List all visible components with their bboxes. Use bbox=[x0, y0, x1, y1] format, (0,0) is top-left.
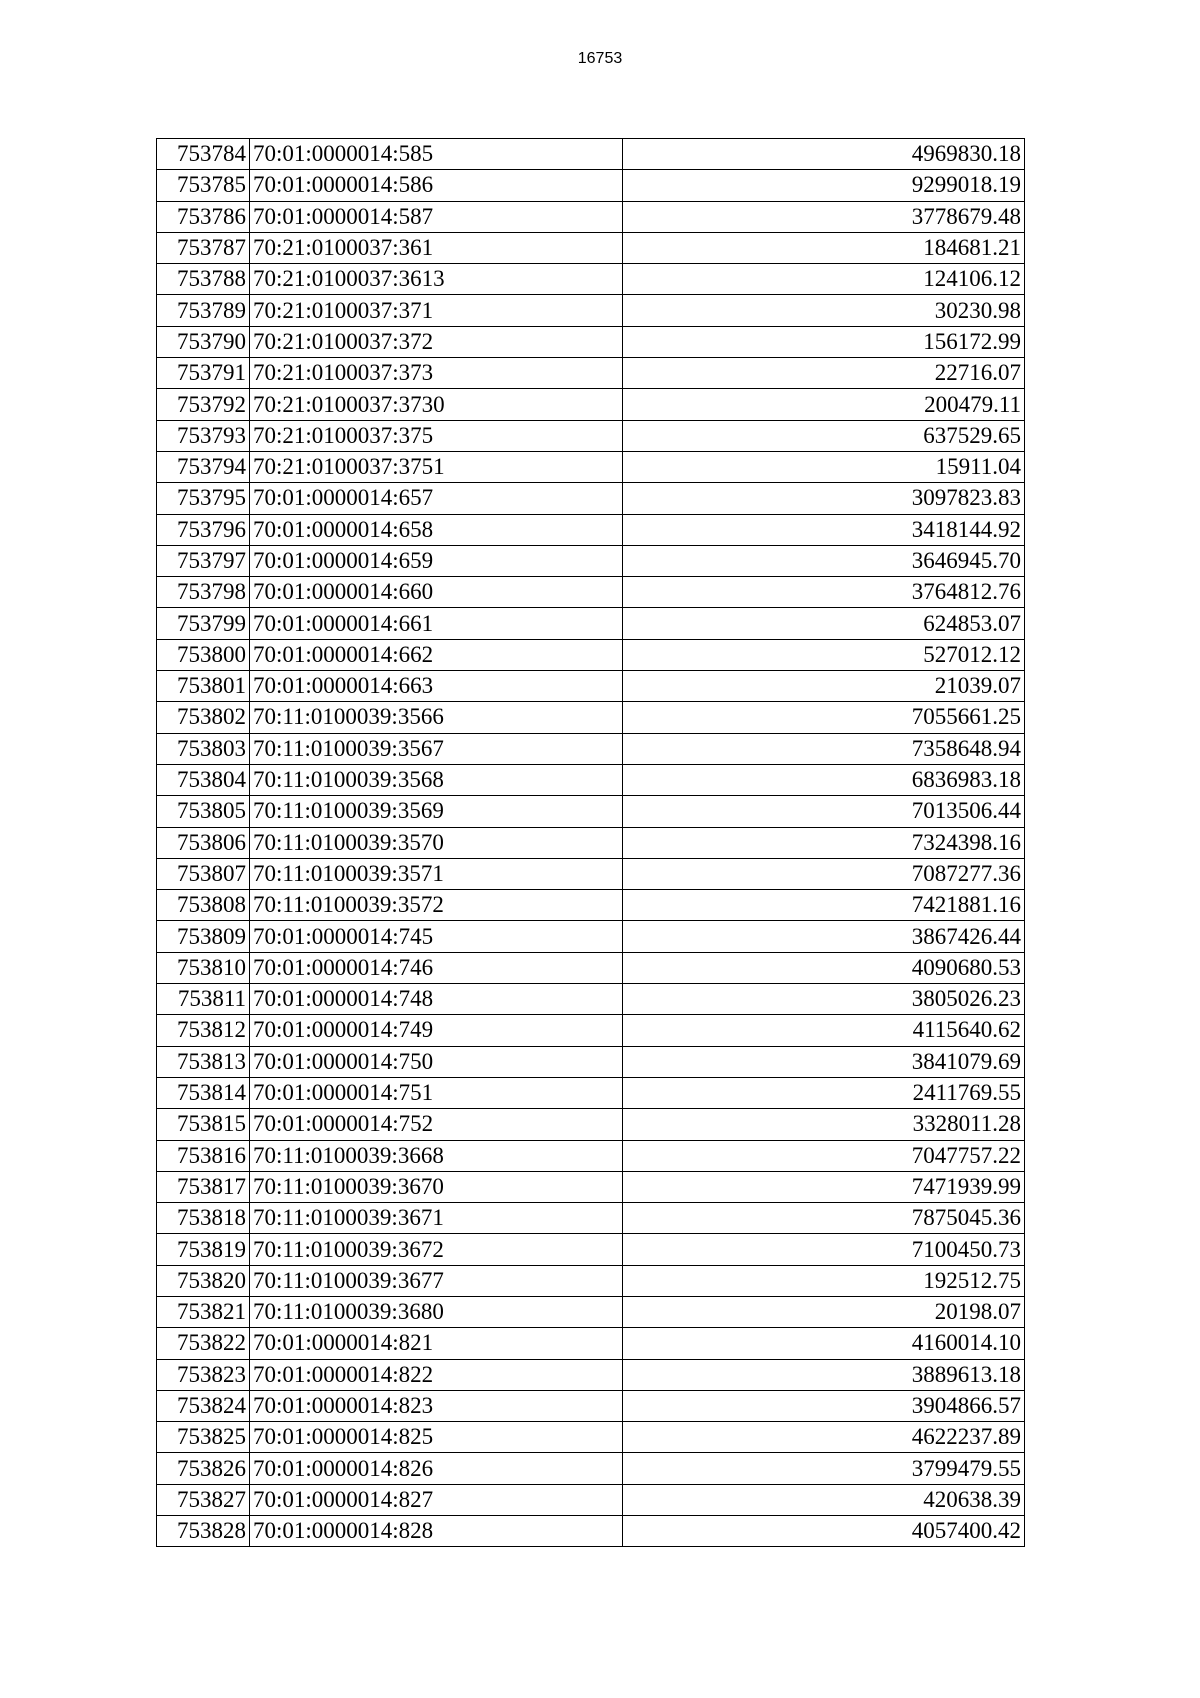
cadastral-value: 3799479.55 bbox=[623, 1453, 1025, 1484]
cadastral-value: 7047757.22 bbox=[623, 1140, 1025, 1171]
row-number: 753786 bbox=[157, 201, 250, 232]
cadastral-value: 4622237.89 bbox=[623, 1422, 1025, 1453]
cadastral-value: 420638.39 bbox=[623, 1484, 1025, 1515]
row-number: 753817 bbox=[157, 1171, 250, 1202]
cadastral-number: 70:11:0100039:3571 bbox=[250, 858, 623, 889]
cadastral-value: 7358648.94 bbox=[623, 733, 1025, 764]
row-number: 753789 bbox=[157, 295, 250, 326]
table-row bbox=[157, 984, 1025, 1015]
cadastral-value: 192512.75 bbox=[623, 1265, 1025, 1296]
cadastral-number: 70:01:0000014:822 bbox=[250, 1359, 623, 1390]
row-number: 753799 bbox=[157, 608, 250, 639]
table-row bbox=[157, 420, 1025, 451]
cadastral-value: 7055661.25 bbox=[623, 702, 1025, 733]
cadastral-number: 70:01:0000014:659 bbox=[250, 545, 623, 576]
cadastral-number: 70:01:0000014:752 bbox=[250, 1109, 623, 1140]
row-number: 753792 bbox=[157, 389, 250, 420]
row-number: 753825 bbox=[157, 1422, 250, 1453]
table-row bbox=[157, 139, 1025, 170]
cadastral-value: 624853.07 bbox=[623, 608, 1025, 639]
cadastral-number: 70:01:0000014:657 bbox=[250, 483, 623, 514]
cadastral-value: 3841079.69 bbox=[623, 1046, 1025, 1077]
row-number: 753824 bbox=[157, 1390, 250, 1421]
cadastral-number: 70:11:0100039:3680 bbox=[250, 1296, 623, 1327]
cadastral-value: 3889613.18 bbox=[623, 1359, 1025, 1390]
cadastral-value: 3764812.76 bbox=[623, 577, 1025, 608]
cadastral-value: 3778679.48 bbox=[623, 201, 1025, 232]
table-row bbox=[157, 389, 1025, 420]
cadastral-value: 200479.11 bbox=[623, 389, 1025, 420]
table-row bbox=[157, 1077, 1025, 1108]
row-number: 753826 bbox=[157, 1453, 250, 1484]
cadastral-number: 70:21:0100037:371 bbox=[250, 295, 623, 326]
row-number: 753800 bbox=[157, 639, 250, 670]
cadastral-number: 70:11:0100039:3671 bbox=[250, 1203, 623, 1234]
cadastral-number: 70:01:0000014:827 bbox=[250, 1484, 623, 1515]
cadastral-value: 22716.07 bbox=[623, 358, 1025, 389]
cadastral-number: 70:01:0000014:825 bbox=[250, 1422, 623, 1453]
table-row bbox=[157, 1422, 1025, 1453]
table-row bbox=[157, 952, 1025, 983]
row-number: 753822 bbox=[157, 1328, 250, 1359]
row-number: 753788 bbox=[157, 264, 250, 295]
row-number: 753809 bbox=[157, 921, 250, 952]
cadastral-number: 70:01:0000014:660 bbox=[250, 577, 623, 608]
row-number: 753790 bbox=[157, 326, 250, 357]
table-row bbox=[157, 1516, 1025, 1547]
row-number: 753821 bbox=[157, 1296, 250, 1327]
table-row bbox=[157, 1390, 1025, 1421]
row-number: 753807 bbox=[157, 858, 250, 889]
table-row bbox=[157, 858, 1025, 889]
row-number: 753805 bbox=[157, 796, 250, 827]
row-number: 753794 bbox=[157, 451, 250, 482]
table-row bbox=[157, 451, 1025, 482]
cadastral-number: 70:01:0000014:586 bbox=[250, 170, 623, 201]
table-row bbox=[157, 1046, 1025, 1077]
cadastral-number: 70:01:0000014:821 bbox=[250, 1328, 623, 1359]
table-row bbox=[157, 733, 1025, 764]
cadastral-value: 7013506.44 bbox=[623, 796, 1025, 827]
table-row bbox=[157, 577, 1025, 608]
cadastral-value: 7421881.16 bbox=[623, 890, 1025, 921]
cadastral-value: 3646945.70 bbox=[623, 545, 1025, 576]
table-row bbox=[157, 483, 1025, 514]
table-row bbox=[157, 170, 1025, 201]
cadastral-number: 70:01:0000014:751 bbox=[250, 1077, 623, 1108]
row-number: 753784 bbox=[157, 139, 250, 170]
cadastral-number: 70:01:0000014:585 bbox=[250, 139, 623, 170]
row-number: 753823 bbox=[157, 1359, 250, 1390]
row-number: 753803 bbox=[157, 733, 250, 764]
table-row bbox=[157, 796, 1025, 827]
cadastral-number: 70:11:0100039:3567 bbox=[250, 733, 623, 764]
cadastral-number: 70:21:0100037:375 bbox=[250, 420, 623, 451]
table-row bbox=[157, 232, 1025, 263]
table-row bbox=[157, 1453, 1025, 1484]
cadastral-number: 70:01:0000014:748 bbox=[250, 984, 623, 1015]
row-number: 753814 bbox=[157, 1077, 250, 1108]
cadastral-value: 4057400.42 bbox=[623, 1516, 1025, 1547]
cadastral-number: 70:11:0100039:3672 bbox=[250, 1234, 623, 1265]
cadastral-number: 70:01:0000014:663 bbox=[250, 671, 623, 702]
table-row bbox=[157, 890, 1025, 921]
cadastral-number: 70:01:0000014:828 bbox=[250, 1516, 623, 1547]
row-number: 753815 bbox=[157, 1109, 250, 1140]
row-number: 753797 bbox=[157, 545, 250, 576]
cadastral-value: 4969830.18 bbox=[623, 139, 1025, 170]
cadastral-number: 70:21:0100037:372 bbox=[250, 326, 623, 357]
cadastral-value: 7100450.73 bbox=[623, 1234, 1025, 1265]
row-number: 753804 bbox=[157, 764, 250, 795]
cadastral-number: 70:11:0100039:3566 bbox=[250, 702, 623, 733]
row-number: 753795 bbox=[157, 483, 250, 514]
row-number: 753813 bbox=[157, 1046, 250, 1077]
table-row bbox=[157, 1203, 1025, 1234]
cadastral-number: 70:21:0100037:3751 bbox=[250, 451, 623, 482]
cadastral-number: 70:01:0000014:661 bbox=[250, 608, 623, 639]
cadastral-number: 70:11:0100039:3668 bbox=[250, 1140, 623, 1171]
row-number: 753812 bbox=[157, 1015, 250, 1046]
table-row bbox=[157, 201, 1025, 232]
row-number: 753816 bbox=[157, 1140, 250, 1171]
page-number: 16753 bbox=[577, 50, 623, 67]
cadastral-number: 70:21:0100037:3730 bbox=[250, 389, 623, 420]
cadastral-number: 70:01:0000014:745 bbox=[250, 921, 623, 952]
cadastral-number: 70:11:0100039:3670 bbox=[250, 1171, 623, 1202]
table-row bbox=[157, 1328, 1025, 1359]
cadastral-value: 3867426.44 bbox=[623, 921, 1025, 952]
cadastral-value: 7471939.99 bbox=[623, 1171, 1025, 1202]
cadastral-value: 7324398.16 bbox=[623, 827, 1025, 858]
cadastral-number: 70:11:0100039:3570 bbox=[250, 827, 623, 858]
row-number: 753796 bbox=[157, 514, 250, 545]
table-row bbox=[157, 764, 1025, 795]
table-row bbox=[157, 1015, 1025, 1046]
table-row bbox=[157, 1109, 1025, 1140]
row-number: 753820 bbox=[157, 1265, 250, 1296]
cadastral-value: 184681.21 bbox=[623, 232, 1025, 263]
cadastral-value: 7875045.36 bbox=[623, 1203, 1025, 1234]
table-row bbox=[157, 671, 1025, 702]
row-number: 753819 bbox=[157, 1234, 250, 1265]
table-row bbox=[157, 921, 1025, 952]
row-number: 753802 bbox=[157, 702, 250, 733]
table-row bbox=[157, 264, 1025, 295]
table-row bbox=[157, 1234, 1025, 1265]
row-number: 753793 bbox=[157, 420, 250, 451]
cadastral-number: 70:11:0100039:3677 bbox=[250, 1265, 623, 1296]
row-number: 753828 bbox=[157, 1516, 250, 1547]
row-number: 753827 bbox=[157, 1484, 250, 1515]
table-row bbox=[157, 514, 1025, 545]
table-row bbox=[157, 639, 1025, 670]
cadastral-number: 70:01:0000014:746 bbox=[250, 952, 623, 983]
table-row bbox=[157, 1140, 1025, 1171]
table-row bbox=[157, 358, 1025, 389]
cadastral-number: 70:11:0100039:3568 bbox=[250, 764, 623, 795]
table-row bbox=[157, 295, 1025, 326]
cadastral-value: 4160014.10 bbox=[623, 1328, 1025, 1359]
cadastral-number: 70:01:0000014:826 bbox=[250, 1453, 623, 1484]
cadastral-value: 4115640.62 bbox=[623, 1015, 1025, 1046]
row-number: 753806 bbox=[157, 827, 250, 858]
cadastral-number: 70:01:0000014:823 bbox=[250, 1390, 623, 1421]
table-row bbox=[157, 827, 1025, 858]
cadastral-value: 156172.99 bbox=[623, 326, 1025, 357]
cadastral-value: 21039.07 bbox=[623, 671, 1025, 702]
row-number: 753811 bbox=[157, 984, 250, 1015]
cadastral-value: 4090680.53 bbox=[623, 952, 1025, 983]
cadastral-value: 15911.04 bbox=[623, 451, 1025, 482]
table-row bbox=[157, 326, 1025, 357]
table-row bbox=[157, 1359, 1025, 1390]
cadastral-number: 70:11:0100039:3569 bbox=[250, 796, 623, 827]
cadastral-value: 7087277.36 bbox=[623, 858, 1025, 889]
cadastral-number: 70:11:0100039:3572 bbox=[250, 890, 623, 921]
cadastral-value: 124106.12 bbox=[623, 264, 1025, 295]
cadastral-value: 20198.07 bbox=[623, 1296, 1025, 1327]
table-row bbox=[157, 1296, 1025, 1327]
table-row bbox=[157, 1265, 1025, 1296]
cadastral-number: 70:21:0100037:3613 bbox=[250, 264, 623, 295]
table-row bbox=[157, 608, 1025, 639]
cadastral-value: 30230.98 bbox=[623, 295, 1025, 326]
row-number: 753808 bbox=[157, 890, 250, 921]
row-number: 753787 bbox=[157, 232, 250, 263]
cadastral-value: 3805026.23 bbox=[623, 984, 1025, 1015]
cadastral-value: 3418144.92 bbox=[623, 514, 1025, 545]
row-number: 753791 bbox=[157, 358, 250, 389]
table-row bbox=[157, 702, 1025, 733]
cadastral-number: 70:01:0000014:750 bbox=[250, 1046, 623, 1077]
cadastral-number: 70:01:0000014:658 bbox=[250, 514, 623, 545]
cadastral-number: 70:21:0100037:361 bbox=[250, 232, 623, 263]
cadastral-value: 3328011.28 bbox=[623, 1109, 1025, 1140]
table-row bbox=[157, 545, 1025, 576]
row-number: 753810 bbox=[157, 952, 250, 983]
cadastral-value: 3904866.57 bbox=[623, 1390, 1025, 1421]
cadastral-value: 3097823.83 bbox=[623, 483, 1025, 514]
table-row bbox=[157, 1484, 1025, 1515]
table-row bbox=[157, 1171, 1025, 1202]
cadastral-number: 70:01:0000014:587 bbox=[250, 201, 623, 232]
table-body bbox=[157, 139, 1025, 1547]
cadastral-number: 70:01:0000014:749 bbox=[250, 1015, 623, 1046]
cadastral-value: 637529.65 bbox=[623, 420, 1025, 451]
cadastral-value-table bbox=[156, 138, 1025, 1547]
row-number: 753798 bbox=[157, 577, 250, 608]
cadastral-value: 2411769.55 bbox=[623, 1077, 1025, 1108]
cadastral-value: 527012.12 bbox=[623, 639, 1025, 670]
cadastral-number: 70:01:0000014:662 bbox=[250, 639, 623, 670]
cadastral-number: 70:21:0100037:373 bbox=[250, 358, 623, 389]
cadastral-value: 9299018.19 bbox=[623, 170, 1025, 201]
row-number: 753785 bbox=[157, 170, 250, 201]
row-number: 753801 bbox=[157, 671, 250, 702]
cadastral-value: 6836983.18 bbox=[623, 764, 1025, 795]
row-number: 753818 bbox=[157, 1203, 250, 1234]
